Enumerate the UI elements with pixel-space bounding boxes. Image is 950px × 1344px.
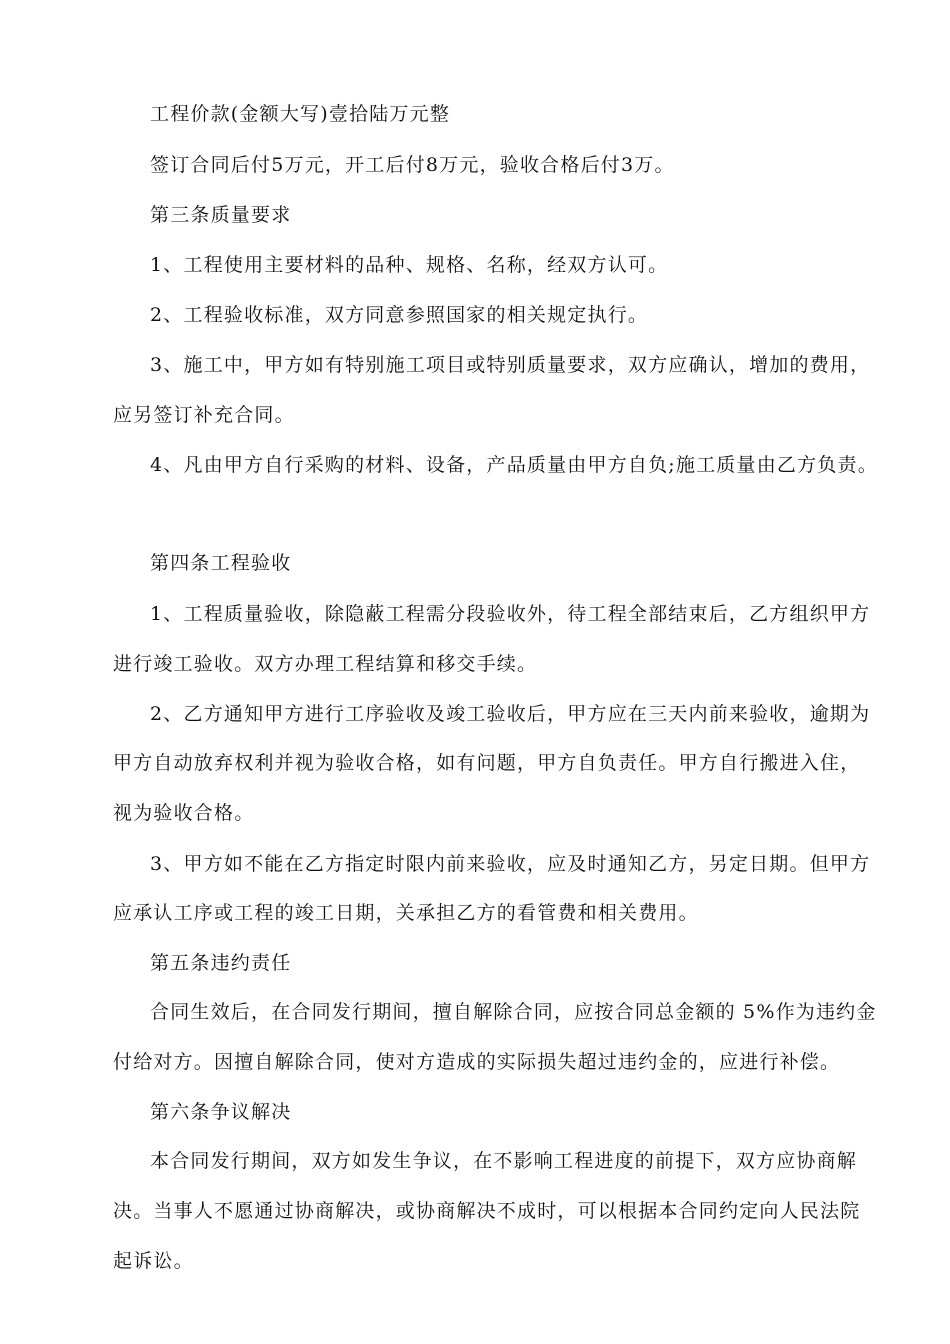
section-6-heading: 第六条争议解决 <box>150 1101 292 1123</box>
breach-line-1: 合同生效后，在合同发行期间，擅自解除合同，应按合同总金额的 5%作为违约金 <box>150 1001 877 1023</box>
acceptance-item-3-line-1: 3、甲方如不能在乙方指定时限内前来验收，应及时通知乙方，另定日期。但甲方 <box>150 853 871 875</box>
price-line: 工程价款(金额大写)壹拾陆万元整 <box>150 103 451 125</box>
acceptance-item-2-line-2: 甲方自动放弃权利并视为验收合格，如有问题，甲方自负责任。甲方自行搬进入住， <box>113 752 861 774</box>
section-3-heading: 第三条质量要求 <box>150 204 292 226</box>
quality-item-3-line-1: 3、施工中，甲方如有特别施工项目或特别质量要求，双方应确认，增加的费用， <box>150 354 871 376</box>
quality-item-4: 4、凡由甲方自行采购的材料、设备，产品质量由甲方自负;施工质量由乙方负责。 <box>150 454 878 476</box>
breach-line-2: 付给对方。因擅自解除合同，使对方造成的实际损失超过违约金的，应进行补偿。 <box>113 1051 841 1073</box>
section-4-heading: 第四条工程验收 <box>150 552 292 574</box>
acceptance-item-1-line-2: 进行竣工验收。双方办理工程结算和移交手续。 <box>113 653 538 675</box>
acceptance-item-2-line-3: 视为验收合格。 <box>113 802 255 824</box>
quality-item-3-line-2: 应另签订补充合同。 <box>113 404 295 426</box>
dispute-line-2: 决。当事人不愿通过协商解决，或协商解决不成时，可以根据本合同约定向人民法院 <box>113 1200 861 1222</box>
acceptance-item-2-line-1: 2、乙方通知甲方进行工序验收及竣工验收后，甲方应在三天内前来验收，逾期为 <box>150 703 871 725</box>
dispute-line-1: 本合同发行期间，双方如发生争议，在不影响工程进度的前提下，双方应协商解 <box>150 1150 858 1172</box>
payment-schedule-line: 签订合同后付5万元，开工后付8万元，验收合格后付3万。 <box>150 154 675 176</box>
dispute-line-3: 起诉讼。 <box>113 1250 194 1272</box>
acceptance-item-3-line-2: 应承认工序或工程的竣工日期，关承担乙方的看管费和相关费用。 <box>113 902 699 924</box>
acceptance-item-1-line-1: 1、工程质量验收，除隐蔽工程需分段验收外，待工程全部结束后，乙方组织甲方 <box>150 603 871 625</box>
section-5-heading: 第五条违约责任 <box>150 952 292 974</box>
quality-item-2: 2、工程验收标准，双方同意参照国家的相关规定执行。 <box>150 304 649 326</box>
quality-item-1: 1、工程使用主要材料的品种、规格、名称，经双方认可。 <box>150 254 669 276</box>
